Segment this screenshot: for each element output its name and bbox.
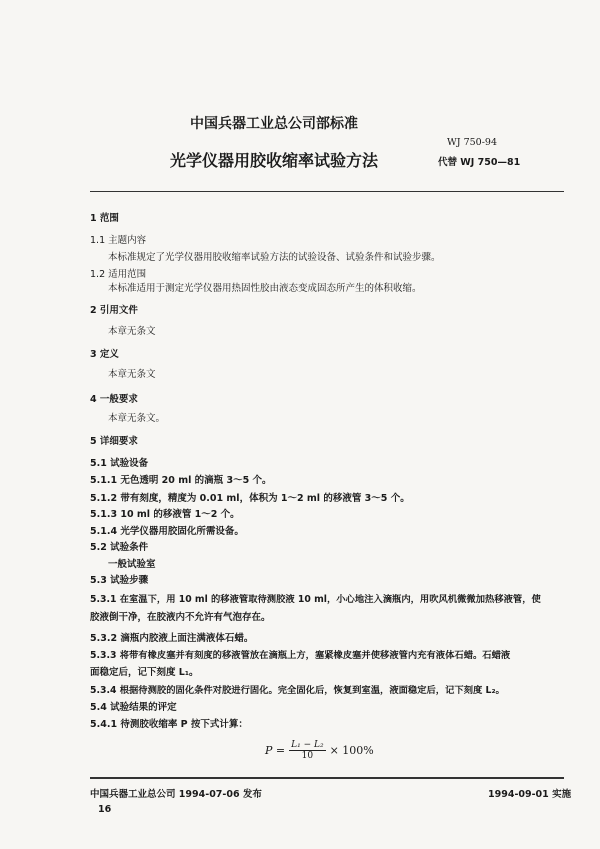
clause: 5.3.2 滴瓶内胶液上面注满液体石蜡。 xyxy=(90,633,254,644)
clause: 5.3.1 在室温下，用 10 ml 的移液管取待测胶液 10 ml，小心地注入滴瓶内，用吹风机微微加热移液管，使 xyxy=(90,594,541,605)
subsection-heading: 1.1 主题内容 xyxy=(90,235,147,246)
paragraph: 本标准适用于测定光学仪器用热固性胶由液态变成固态所产生的体积收缩。 xyxy=(108,283,422,294)
org-standard-heading: 中国兵器工业总公司部标准 xyxy=(190,116,358,132)
subsection-heading: 5.3 试验步骤 xyxy=(90,575,149,586)
clause: 5.4.1 待测胶收缩率 P 按下式计算： xyxy=(90,719,248,730)
clause-continuation: 面稳定后，记下刻度 L₁。 xyxy=(90,667,199,678)
header-rule xyxy=(90,191,564,192)
section-heading: 3 定义 xyxy=(90,349,119,360)
replaces-code: 代替 WJ 750—81 xyxy=(438,157,521,168)
effective-date: 1994-09-01 实施 xyxy=(488,789,572,800)
clause: 5.1.3 10 ml 的移液管 1～2 个。 xyxy=(90,509,240,520)
section-heading: 1 范围 xyxy=(90,213,119,224)
document-title: 光学仪器用胶收缩率试验方法 xyxy=(170,151,379,170)
clause: 5.1.4 光学仪器用胶固化所需设备。 xyxy=(90,526,244,537)
standard-code: WJ 750-94 xyxy=(447,137,498,148)
section-heading: 4 一般要求 xyxy=(90,394,138,405)
footer-rule xyxy=(90,777,564,779)
subsection-heading: 5.1 试验设备 xyxy=(90,458,149,469)
clause: 5.1.2 带有刻度，精度为 0.01 ml，体积为 1～2 ml 的移液管 3～5 个。 xyxy=(90,493,410,504)
paragraph: 本章无条文 xyxy=(108,369,156,380)
subsection-heading: 5.4 试验结果的评定 xyxy=(90,702,177,713)
paragraph: 一般试验室 xyxy=(108,559,156,570)
issue-info: 中国兵器工业总公司 1994-07-06 发布 xyxy=(90,789,262,800)
formula-denominator: 10 xyxy=(301,751,314,761)
subsection-heading: 5.2 试验条件 xyxy=(90,542,149,553)
paragraph: 本章无条文 xyxy=(108,326,156,337)
formula-lhs: P = xyxy=(265,744,286,757)
page-number: 16 xyxy=(98,804,112,815)
formula-rhs: × 100% xyxy=(329,744,374,757)
clause: 5.1.1 无色透明 20 ml 的滴瓶 3～5 个。 xyxy=(90,475,272,486)
clause: 5.3.4 根据待测胶的固化条件对胶进行固化。完全固化后，恢复到室温，液面稳定后，记下刻度 L₂。 xyxy=(90,685,505,696)
subsection-heading: 1.2 适用范围 xyxy=(90,269,147,280)
clause: 5.3.3 将带有橡皮塞并有刻度的移液管放在滴瓶上方，塞紧橡皮塞并使移液管内充有液体石蜡。石蜡液 xyxy=(90,650,511,661)
clause-continuation: 胶液倒干净，在胶液内不允许有气泡存在。 xyxy=(90,612,271,623)
section-heading: 2 引用文件 xyxy=(90,305,138,316)
paragraph: 本章无条文。 xyxy=(108,413,166,424)
formula-fraction xyxy=(289,740,325,761)
formula-numerator: L₁ − L₂ xyxy=(291,740,324,750)
paragraph: 本标准规定了光学仪器用胶收缩率试验方法的试验设备、试验条件和试验步骤。 xyxy=(108,252,441,263)
section-heading: 5 详细要求 xyxy=(90,436,138,447)
shrinkage-formula xyxy=(265,740,374,761)
